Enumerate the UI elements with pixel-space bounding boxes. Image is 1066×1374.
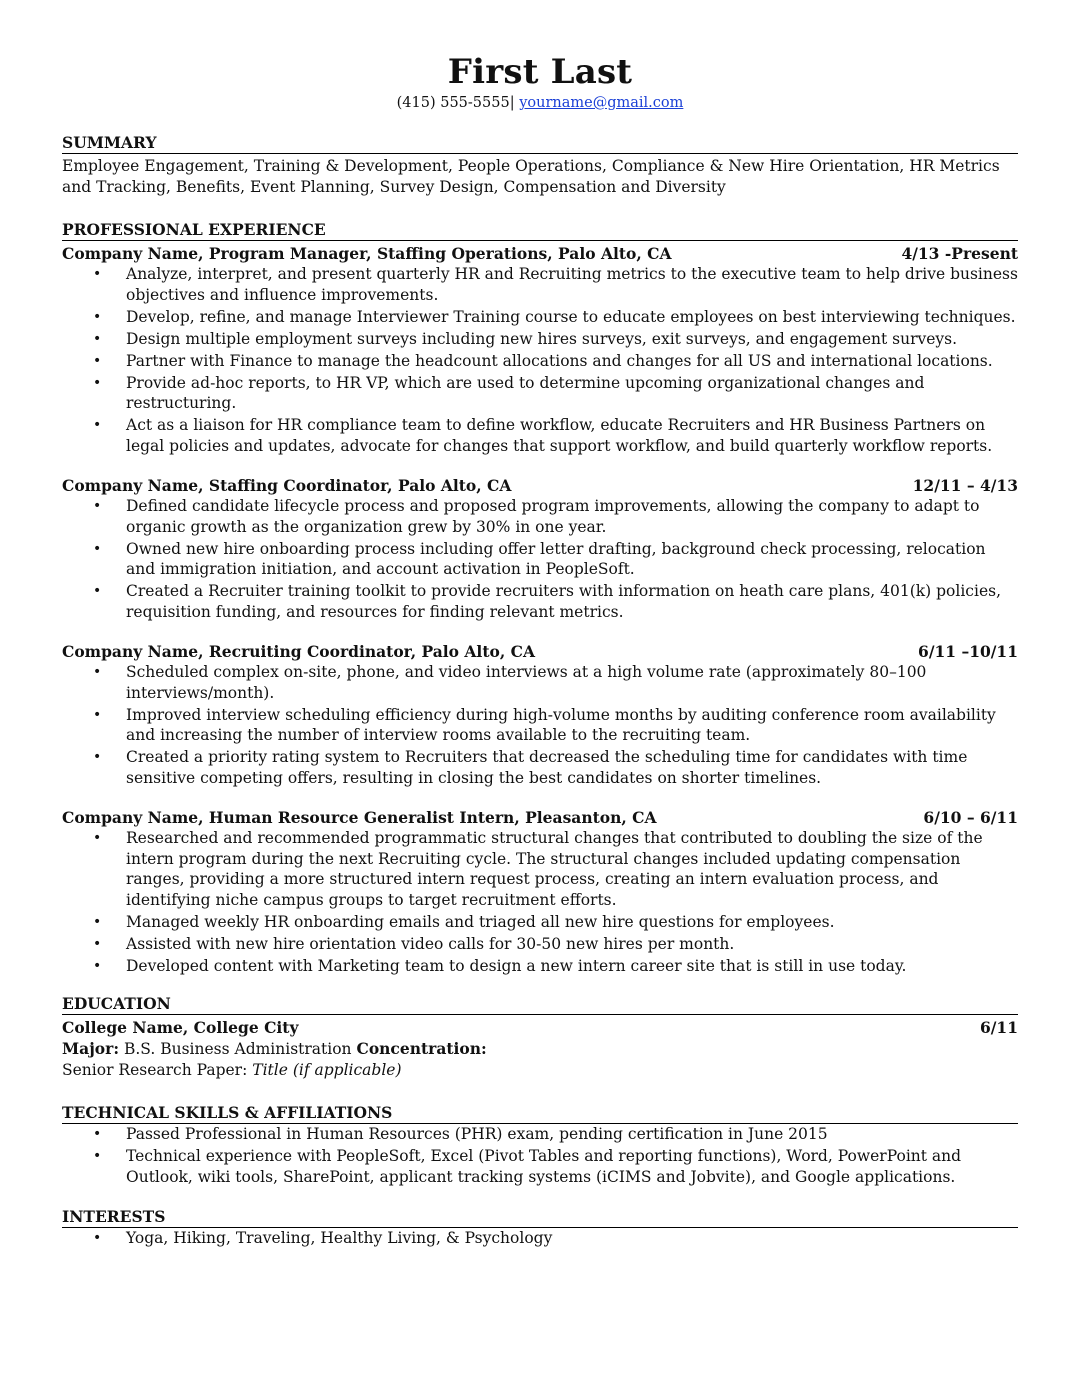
skills-list <box>62 1124 1018 1187</box>
job-bullet-list <box>62 662 1018 788</box>
list-item: • Yoga, Hiking, Traveling, Healthy Living, & Psychology <box>62 1228 1018 1249</box>
job-title: Company Name, Human Resource Generalist Intern, Pleasanton, CA <box>62 808 657 827</box>
job-dates: 6/11 –10/11 <box>918 642 1018 661</box>
experience-list <box>62 243 1018 976</box>
major-line <box>62 1038 1018 1060</box>
candidate-name: First Last <box>447 52 633 92</box>
school-name: College Name, College City <box>62 1018 299 1037</box>
paper-value: Title (if applicable) <box>252 1061 402 1079</box>
job-entry <box>62 475 1018 622</box>
job-title: Company Name, Program Manager, Staffing Operations, Palo Alto, CA <box>62 244 672 263</box>
list-item: • Researched and recommended programmatic structural changes that contributed to doubling the size of the intern program during the next Recruiting cycle. The structural changes included updating compensation ranges, providing a more structured intern request process, creating an intern evaluation process, and identifying niche campus groups to target recruitment efforts. <box>62 828 1018 910</box>
job-heading-row <box>62 807 1018 828</box>
education-school-row <box>62 1017 1018 1038</box>
job-heading-row <box>62 641 1018 662</box>
list-item: • Created a priority rating system to Recruiters that decreased the scheduling time for candidates with time sensitive competing offers, resulting in closing the best candidates on shorter timelines. <box>62 747 1018 788</box>
list-item: • Scheduled complex on-site, phone, and video interviews at a high volume rate (approximately 80–100 interviews/month). <box>62 662 1018 703</box>
list-item: • Managed weekly HR onboarding emails and triaged all new hire questions for employees. <box>62 912 1018 933</box>
job-title: Company Name, Staffing Coordinator, Palo Alto, CA <box>62 476 512 495</box>
interests-list <box>62 1228 1018 1249</box>
job-bullet-list <box>62 828 1018 976</box>
contact-line <box>62 93 1018 113</box>
summary-heading: SUMMARY <box>62 133 1018 154</box>
research-paper-line <box>62 1060 1018 1081</box>
list-item: • Act as a liaison for HR compliance team to define workflow, educate Recruiters and HR Business Partners on legal policies and updates, advocate for changes that support workflow, and build quarterly workflow reports. <box>62 415 1018 456</box>
graduation-date: 6/11 <box>979 1018 1018 1037</box>
job-bullet-list <box>62 496 1018 622</box>
list-item: • Analyze, interpret, and present quarterly HR and Recruiting metrics to the executive team to help drive business objectives and influence improvements. <box>62 264 1018 305</box>
list-item: • Develop, refine, and manage Interviewer Training course to educate employees on best interviewing techniques. <box>62 307 1018 328</box>
concentration-label: Concentration: <box>356 1039 487 1058</box>
list-item: • Improved interview scheduling efficiency during high-volume months by auditing conference room availability and increasing the number of interview rooms available to the recruiting team. <box>62 705 1018 746</box>
job-dates: 4/13 -Present <box>901 244 1018 263</box>
job-dates: 6/10 – 6/11 <box>923 808 1018 827</box>
job-entry <box>62 243 1018 456</box>
job-heading-row <box>62 475 1018 496</box>
job-entry <box>62 641 1018 788</box>
paper-label: Senior Research Paper: <box>62 1061 248 1079</box>
major-label: Major: <box>62 1039 120 1058</box>
list-item: • Created a Recruiter training toolkit to provide recruiters with information on heath care plans, 401(k) policies, requisition funding, and resources for finding relevant metrics. <box>62 581 1018 622</box>
experience-heading: PROFESSIONAL EXPERIENCE <box>62 220 1018 241</box>
list-item: • Design multiple employment surveys including new hires surveys, exit surveys, and engagement surveys. <box>62 329 1018 350</box>
phone-number: (415) 555-5555| <box>396 95 515 111</box>
list-item: • Defined candidate lifecycle process and proposed program improvements, allowing the company to adapt to organic growth as the organization grew by 30% in one year. <box>62 496 1018 537</box>
job-dates: 12/11 – 4/13 <box>912 476 1018 495</box>
skills-heading: TECHNICAL SKILLS & AFFILIATIONS <box>62 1103 1018 1124</box>
list-item: • Developed content with Marketing team to design a new intern career site that is still in use today. <box>62 956 1018 977</box>
job-bullet-list <box>62 264 1018 456</box>
email-link[interactable]: yourname@gmail.com <box>519 95 684 111</box>
summary-text: Employee Engagement, Training & Development, People Operations, Compliance & New Hire Orientation, HR Metrics and Tracking, Benefits, Event Planning, Survey Design, Compensation and Diversity <box>62 157 1000 196</box>
job-title: Company Name, Recruiting Coordinator, Palo Alto, CA <box>62 642 535 661</box>
list-item: • Assisted with new hire orientation video calls for 30-50 new hires per month. <box>62 934 1018 955</box>
education-heading: EDUCATION <box>62 994 1018 1015</box>
list-item: • Provide ad-hoc reports, to HR VP, which are used to determine upcoming organizational changes and restructuring. <box>62 373 1018 414</box>
major-value: B.S. Business Administration <box>123 1040 352 1058</box>
interests-heading: INTERESTS <box>62 1207 1018 1228</box>
list-item: • Owned new hire onboarding process including offer letter drafting, background check processing, relocation and immigration initiation, and account activation in PeopleSoft. <box>62 539 1018 580</box>
list-item: • Technical experience with PeopleSoft, Excel (Pivot Tables and reporting functions), Word, PowerPoint and Outlook, wiki tools, SharePoint, applicant tracking systems (iCIMS and Jobvite), and Google applications. <box>62 1146 1018 1187</box>
job-entry <box>62 807 1018 976</box>
list-item: • Partner with Finance to manage the headcount allocations and changes for all US and international locations. <box>62 351 1018 372</box>
list-item: • Passed Professional in Human Resources (PHR) exam, pending certification in June 2015 <box>62 1124 1018 1145</box>
job-heading-row <box>62 243 1018 264</box>
